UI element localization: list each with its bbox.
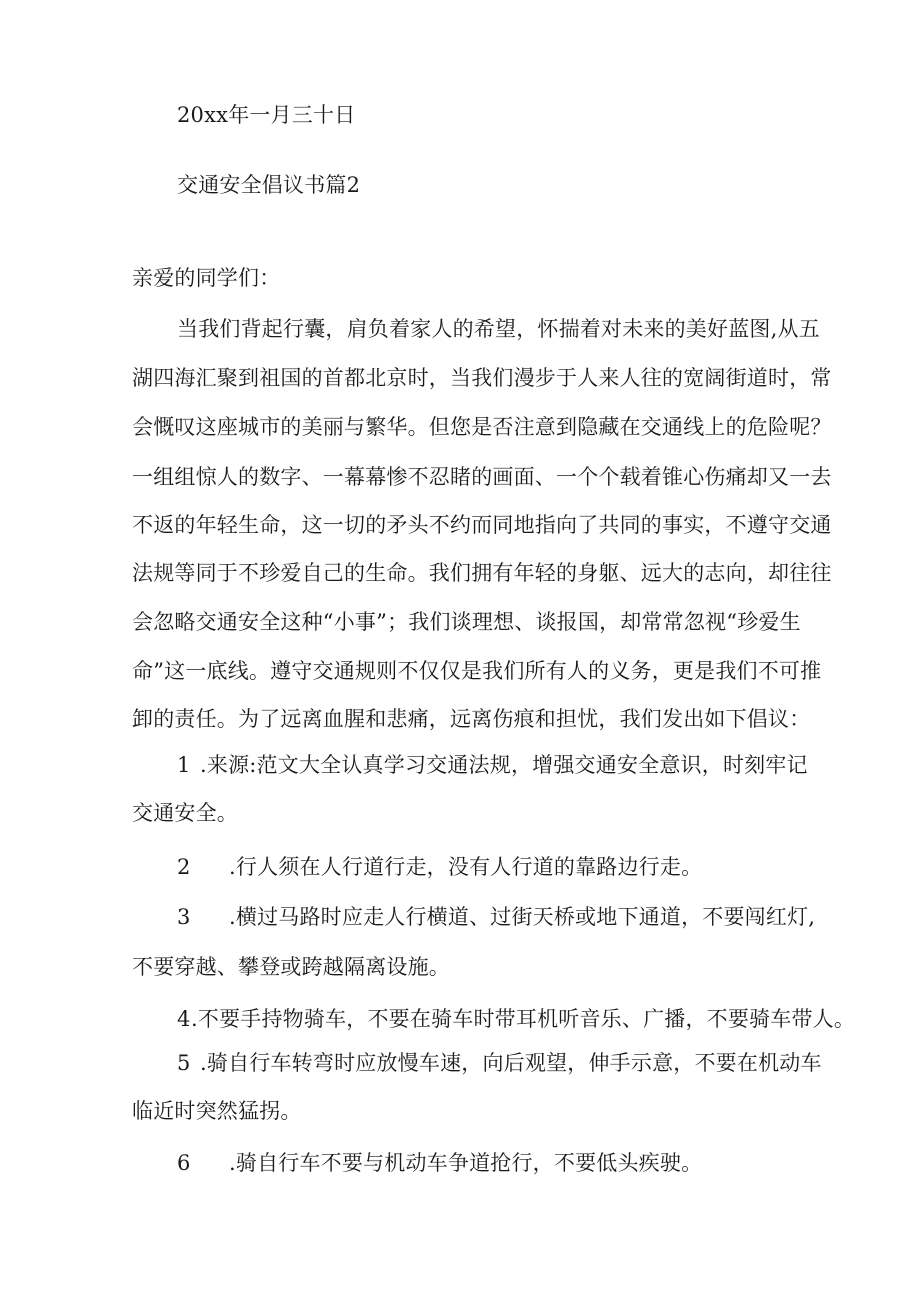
intro-line-3: 会慨叹这座城市的美丽与繁华。但您是否注意到隐藏在交通线上的危险呢？ xyxy=(132,415,832,439)
list-item-3-text: .横过马路时应走人行横道、过街天桥或地下通道，不要闯红灯, xyxy=(229,905,816,929)
list-item-1-text: .来源:范文大全认真学习交通法规，增强交通安全意识，时刻牢记 xyxy=(200,753,808,777)
intro-line-8: 命”这一底线。遵守交通规则不仅仅是我们所有人的义务，更是我们不可推 xyxy=(132,659,822,683)
list-item-4-number: 4 xyxy=(177,1007,191,1031)
intro-line-7: 会忽略交通安全这种“小事”；我们谈理想、谈报国，却常常忽视“珍爱生 xyxy=(132,610,801,634)
intro-line-9: 卸的责任。为了远离血腥和悲痛，远离伤痕和担忧，我们发出如下倡议： xyxy=(132,707,811,731)
list-item-2-text: .行人须在人行道行走，没有人行道的靠路边行走。 xyxy=(229,855,703,879)
intro-line-5: 不返的年轻生命，这一切的矛头不约而同地指向了共同的事实，不遵守交通 xyxy=(132,513,832,537)
list-item-5-text: .骑自行车转弯时应放慢车速，向后观望，伸手示意，不要在机动车 xyxy=(200,1051,822,1075)
list-item-1-number: 1 xyxy=(177,753,191,777)
list-item-3-continuation: 不要穿越、攀登或跨越隔离设施。 xyxy=(132,955,450,979)
list-item-5-continuation: 临近时突然猛拐。 xyxy=(132,1099,302,1123)
intro-line-6: 法规等同于不珍爱自己的生命。我们拥有年轻的身躯、远大的志向，却往往 xyxy=(132,561,832,585)
list-item-3-number: 3 xyxy=(177,905,191,929)
salutation: 亲爱的同学们： xyxy=(132,266,281,290)
intro-line-1: 当我们背起行囊，肩负着家人的希望，怀揣着对未来的美好蓝图,从五 xyxy=(177,317,820,341)
list-item-4-text: .不要手持物骑车，不要在骑车时带耳机听音乐、广播，不要骑车带人。 xyxy=(191,1007,856,1031)
date-line: 20xx年一月三十日 xyxy=(177,103,356,127)
list-item-6-text: .骑自行车不要与机动车争道抢行，不要低头疾驶。 xyxy=(229,1151,703,1175)
list-item-5-number: 5 xyxy=(177,1051,191,1075)
list-item-6-number: 6 xyxy=(177,1151,191,1175)
intro-line-2: 湖四海汇聚到祖国的首都北京时，当我们漫步于人来人往的宽阔街道时，常 xyxy=(132,366,832,390)
list-item-1-continuation: 交通安全。 xyxy=(132,801,238,825)
intro-line-4: 一组组惊人的数字、一幕幕惨不忍睹的画面、一个个载着锥心伤痛却又一去 xyxy=(132,465,832,489)
list-item-2-number: 2 xyxy=(177,855,191,879)
heading: 交通安全倡议书篇2 xyxy=(177,173,361,197)
